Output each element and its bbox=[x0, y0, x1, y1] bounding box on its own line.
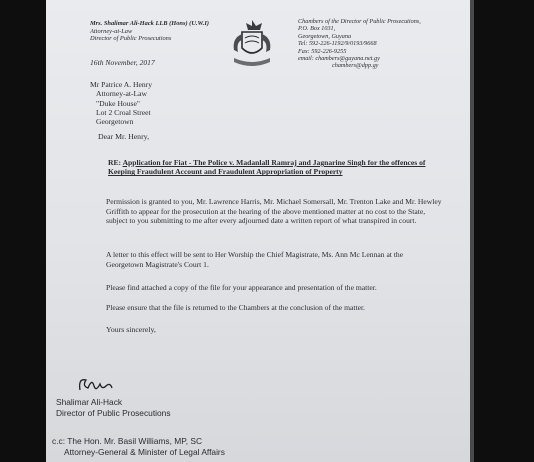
recipient-line: Mr Patrice A. Henry bbox=[90, 80, 152, 89]
chambers-line: Georgetown, Guyana bbox=[298, 32, 352, 40]
body-paragraph: Please find attached a copy of the file for your appearance and presentation of the matter. bbox=[106, 283, 377, 292]
cc-block bbox=[52, 436, 225, 458]
chambers-line: Fax: 592-226-9255 bbox=[298, 47, 347, 55]
recipient-address bbox=[90, 80, 152, 126]
letter-date: 16th November, 2017 bbox=[90, 58, 155, 67]
body-paragraph: Permission is granted to you, Mr. Lawrence Harris, Mr. Michael Somersall, Mr. Trenton Lake and Mr. Hewley Griffith to appear for the prosecution at the hearing of the above mentioned matter at no cost to the State, subject to you submitting to me after every adjourned date a written report of what transpired in court. bbox=[106, 197, 442, 226]
recipient-line: Attorney-at-Law bbox=[96, 89, 148, 99]
signatory-title: Director of Public Prosecutions bbox=[56, 408, 171, 418]
letter-page bbox=[46, 0, 470, 462]
cc-line: Attorney-General & Minister of Legal Affairs bbox=[64, 447, 225, 457]
chambers-line: Tel: 592-226-1192/9/0193/9668 bbox=[298, 40, 377, 48]
coat-of-arms-icon bbox=[226, 16, 278, 68]
body-paragraph: Please ensure that the file is returned to the Chambers at the conclusion of the matter. bbox=[106, 303, 365, 312]
recipient-line: "Duke House" bbox=[96, 98, 140, 108]
cc-line: c.c: The Hon. Mr. Basil Williams, MP, SC bbox=[52, 436, 203, 446]
sender-office: Director of Public Prosecutions bbox=[90, 35, 172, 43]
chambers-line: chambers@dpp.gy bbox=[332, 62, 379, 70]
sender-name: Mrs. Shalimar Ali-Hack LLB (Hons) (U.W.I) bbox=[90, 20, 209, 27]
signatory-name: Shalimar Ali-Hack bbox=[56, 397, 123, 407]
body-paragraph: A letter to this effect will be sent to Her Worship the Chief Magistrate, Ms. Ann Mc Lennan at the Georgetown Magistrate's Court 1. bbox=[106, 250, 404, 269]
salutation: Dear Mr. Henry, bbox=[98, 132, 150, 141]
closing: Yours sincerely, bbox=[106, 325, 156, 334]
chambers-line: email: chambers@guyana.net.gy bbox=[298, 55, 380, 63]
chambers-address bbox=[298, 18, 421, 70]
recipient-line: Lot 2 Croal Street bbox=[96, 107, 151, 117]
chambers-line: P.O. Box 1031, bbox=[298, 25, 336, 33]
subject-prefix: RE: bbox=[108, 158, 123, 167]
subject-line bbox=[108, 158, 440, 176]
subject-text: Application for Fiat - The Police v. Madanlall Ramraj and Jagnarine Singh for the offences of Keeping Fraudulent Account and Fraudulent Appropriation of Property bbox=[108, 158, 426, 177]
sender-block bbox=[90, 20, 209, 43]
signature-block bbox=[56, 397, 171, 419]
recipient-line: Georgetown bbox=[96, 117, 134, 127]
sender-title: Attorney-at-Law bbox=[90, 27, 133, 35]
handwritten-signature bbox=[76, 372, 116, 396]
chambers-line: Chambers of the Director of Public Prosecutions, bbox=[298, 18, 421, 25]
page-edge bbox=[470, 0, 474, 462]
